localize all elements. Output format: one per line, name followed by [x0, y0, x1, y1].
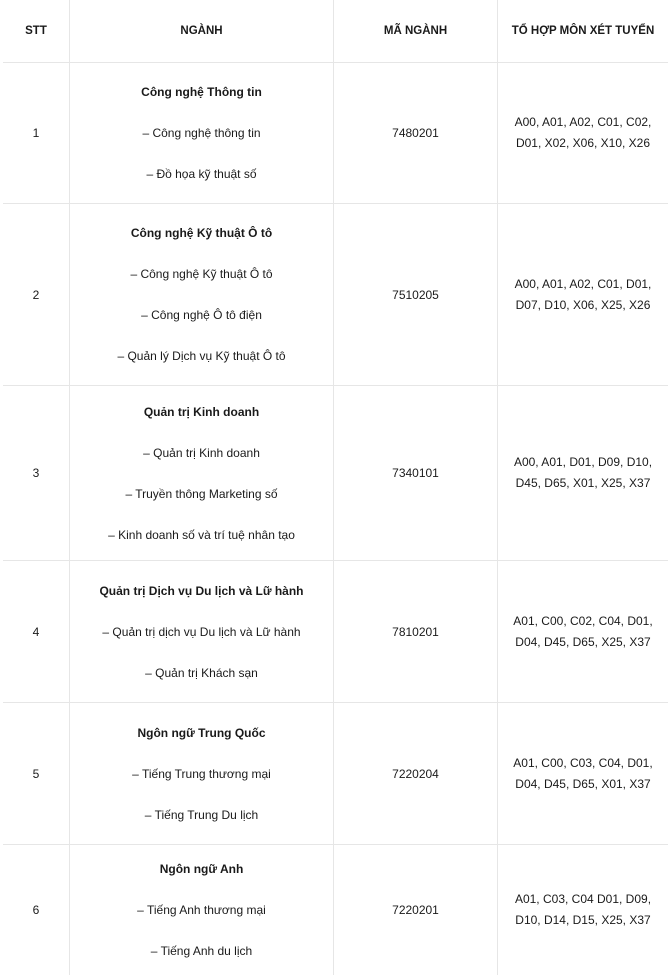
to-hop-cell	[498, 703, 668, 844]
nganh-title: Công nghệ Kỹ thuật Ô tô	[130, 226, 273, 240]
nganh-cell	[70, 204, 334, 385]
ma-nganh-cell: 7480201	[334, 63, 498, 203]
to-hop-line: D10, D14, D15, X25, X37	[515, 913, 651, 927]
ma-nganh-cell: 7340101	[334, 386, 498, 560]
nganh-sub: – Công nghệ Kỹ thuật Ô tô	[130, 267, 273, 281]
nganh-sub: – Quản lý Dịch vụ Kỹ thuật Ô tô	[117, 349, 286, 363]
nganh-sub: – Truyền thông Marketing số	[125, 486, 278, 501]
stt-cell: 2	[3, 204, 70, 385]
table-row	[3, 386, 668, 561]
to-hop-cell	[498, 561, 668, 702]
to-hop-cell	[498, 845, 668, 975]
nganh-title: Ngôn ngữ Anh	[159, 862, 244, 876]
to-hop-cell	[498, 63, 668, 203]
nganh-title: Quản trị Kinh doanh	[143, 404, 260, 419]
table-row	[3, 204, 668, 386]
table-row	[3, 63, 668, 204]
stt-cell: 3	[3, 386, 70, 560]
nganh-sub: – Quản trị dịch vụ Du lịch và Lữ hành	[102, 624, 301, 639]
nganh-cell	[70, 386, 334, 560]
ma-nganh-cell: 7810201	[334, 561, 498, 702]
to-hop-line: A00, A01, A02, C01, C02,	[514, 115, 652, 129]
nganh-title: Ngôn ngữ Trung Quốc	[137, 725, 266, 740]
ma-nganh-cell: 7510205	[334, 204, 498, 385]
nganh-sub: – Tiếng Anh thương mại	[137, 903, 266, 917]
header-nganh: NGÀNH	[70, 0, 334, 62]
nganh-sub: – Công nghệ Ô tô điện	[141, 308, 262, 322]
stt-cell: 6	[3, 845, 70, 975]
table-row	[3, 703, 668, 845]
nganh-cell	[70, 561, 334, 702]
nganh-cell	[70, 703, 334, 844]
nganh-sub: – Công nghệ thông tin	[142, 126, 261, 140]
table-header-row	[3, 0, 668, 63]
to-hop-line: A01, C00, C02, C04, D01,	[513, 613, 653, 628]
header-stt: STT	[3, 0, 70, 62]
ma-nganh-cell: 7220204	[334, 703, 498, 844]
to-hop-cell	[498, 204, 668, 385]
nganh-sub: – Quản trị Khách sạn	[145, 665, 258, 680]
admission-table	[3, 0, 668, 975]
to-hop-line: A00, A01, A02, C01, D01,	[514, 276, 652, 291]
stt-cell: 4	[3, 561, 70, 702]
to-hop-line: A00, A01, D01, D09, D10,	[513, 455, 653, 469]
nganh-sub: – Tiếng Trung thương mại	[132, 766, 271, 781]
to-hop-line: D04, D45, D65, X25, X37	[515, 634, 651, 649]
nganh-cell	[70, 845, 334, 975]
to-hop-line: A01, C00, C03, C04, D01,	[513, 755, 653, 770]
header-ma-nganh: MÃ NGÀNH	[334, 0, 498, 62]
nganh-sub: – Tiếng Trung Du lịch	[144, 807, 259, 822]
table-row	[3, 845, 668, 975]
stt-cell: 1	[3, 63, 70, 203]
to-hop-line: D01, X02, X06, X10, X26	[515, 136, 651, 150]
nganh-title: Quản trị Dịch vụ Du lịch và Lữ hành	[99, 583, 304, 598]
nganh-sub: – Kinh doanh số và trí tuệ nhân tạo	[108, 527, 295, 542]
to-hop-line: D07, D10, X06, X25, X26	[515, 297, 651, 312]
table-row	[3, 561, 668, 703]
to-hop-line: D04, D45, D65, X01, X37	[515, 776, 651, 791]
nganh-cell	[70, 63, 334, 203]
ma-nganh-cell: 7220201	[334, 845, 498, 975]
to-hop-cell	[498, 386, 668, 560]
nganh-sub: – Tiếng Anh du lịch	[150, 944, 253, 958]
to-hop-line: D45, D65, X01, X25, X37	[515, 476, 651, 490]
header-to-hop: TỔ HỢP MÔN XÉT TUYỂN	[511, 25, 655, 37]
stt-cell: 5	[3, 703, 70, 844]
nganh-sub: – Quản trị Kinh doanh	[143, 445, 260, 460]
nganh-title: Công nghệ Thông tin	[141, 85, 262, 99]
to-hop-line: A01, C03, C04 D01, D09,	[514, 892, 652, 906]
nganh-sub: – Đồ họa kỹ thuật số	[146, 167, 257, 181]
